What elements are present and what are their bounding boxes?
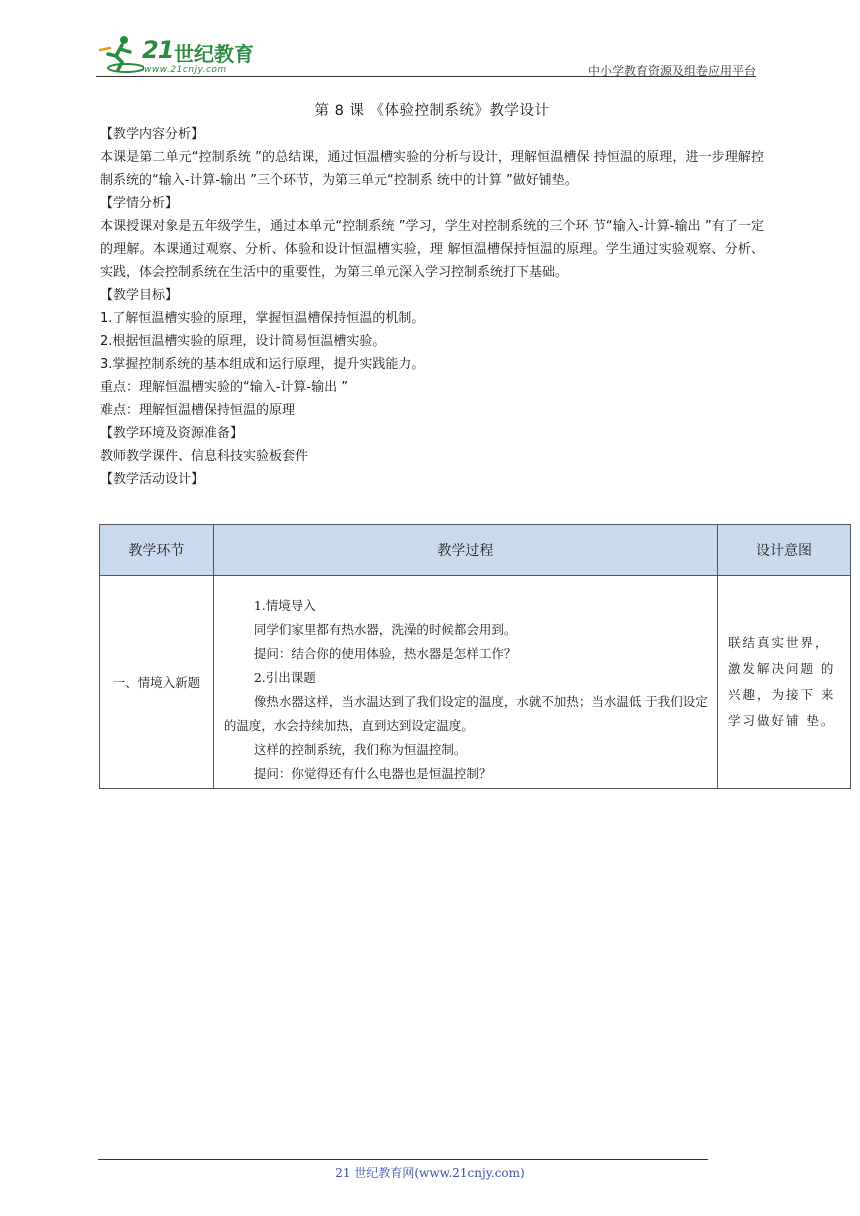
process-line: 提问：结合你的使用体验，热水器是怎样工作？	[253, 646, 517, 661]
content-analysis-text: 本课是第二单元“控制系统 ”的总结课，通过恒温槽实验的分析与设计，理解恒温槽保 持恒温的原理，进一步理解控制系统的“输入-计算-输出 ”三个环节，为第三单元“控制系 统中的计算 ”做好铺垫。	[100, 150, 764, 188]
process-line: 同学们家里都有热水器，洗澡的时候都会用到。	[253, 622, 517, 637]
activity-table	[99, 524, 851, 789]
logo-text: 世纪教育	[174, 42, 254, 66]
runner-logo-icon	[96, 32, 144, 76]
process-line: 这样的控制系统，我们称为恒温控制。	[253, 742, 467, 757]
goal-item: 1.了解恒温槽实验的原理，掌握恒温槽保持恒温的机制。	[100, 311, 425, 326]
stage-cell: 一、情境入新题	[100, 576, 214, 789]
page-title: 第 8 课 《体验控制系统》教学设计	[314, 103, 550, 119]
environment-text: 教师教学课件、信息科技实验板套件	[100, 449, 309, 464]
teaching-goals-heading: 【教学目标】	[100, 288, 179, 303]
table-row	[100, 576, 851, 789]
process-line: 1.情境导入	[253, 598, 316, 613]
column-header-intent: 设计意图	[717, 525, 850, 576]
footer-divider	[98, 1159, 708, 1160]
key-point: 重点：理解恒温槽实验的“输入-计算-输出 ”	[100, 380, 348, 395]
table-header-row	[100, 525, 851, 576]
logo-url: www.21cnjy.com	[144, 65, 227, 75]
process-line: 像热水器这样，当水温达到了我们设定的温度，水就不加热；当水温低 于我们设定的温度，水会持续加热，直到达到设定温度。	[223, 694, 708, 733]
difficulty-point: 难点：理解恒温槽保持恒温的原理	[100, 403, 296, 418]
column-header-stage: 教学环节	[100, 525, 214, 576]
goal-item: 2.根据恒温槽实验的原理，设计简易恒温槽实验。	[100, 334, 386, 349]
content-analysis-heading: 【教学内容分析】	[100, 127, 205, 142]
process-line: 提问：你觉得还有什么电器也是恒温控制？	[253, 766, 492, 781]
header-divider	[96, 76, 756, 77]
page-footer: 21 世纪教育网(www.21cnjy.com)	[335, 1166, 525, 1180]
intent-cell: 联结真实世界，激发解决问题 的兴趣，为接下 来学习做好铺 垫。	[717, 576, 850, 789]
logo-number: 21	[142, 36, 174, 64]
process-line: 2.引出课题	[253, 670, 316, 685]
learner-analysis-text: 本课授课对象是五年级学生，通过本单元“控制系统 ”学习，学生对控制系统的三个环 节“输入-计算-输出 ”有了一定的理解。本课通过观察、分析、体验和设计恒温槽实验，理 解恒温槽保持恒温的原理。学生通过实验观察、分析、实践，体会控制系统在生活中的重要性，为第三单元深入学习控制系统打下基础。	[100, 219, 764, 280]
activity-design-heading: 【教学活动设计】	[100, 472, 205, 487]
goal-item: 3.掌握控制系统的基本组成和运行原理，提升实践能力。	[100, 357, 425, 372]
site-logo	[96, 32, 266, 76]
environment-heading: 【教学环境及资源准备】	[100, 426, 244, 441]
document-body	[100, 100, 764, 491]
learner-analysis-heading: 【学情分析】	[100, 196, 179, 211]
column-header-process: 教学过程	[213, 525, 717, 576]
page-header	[96, 28, 756, 78]
process-cell	[213, 576, 717, 789]
platform-name: 中小学教育资源及组卷应用平台	[587, 64, 756, 78]
